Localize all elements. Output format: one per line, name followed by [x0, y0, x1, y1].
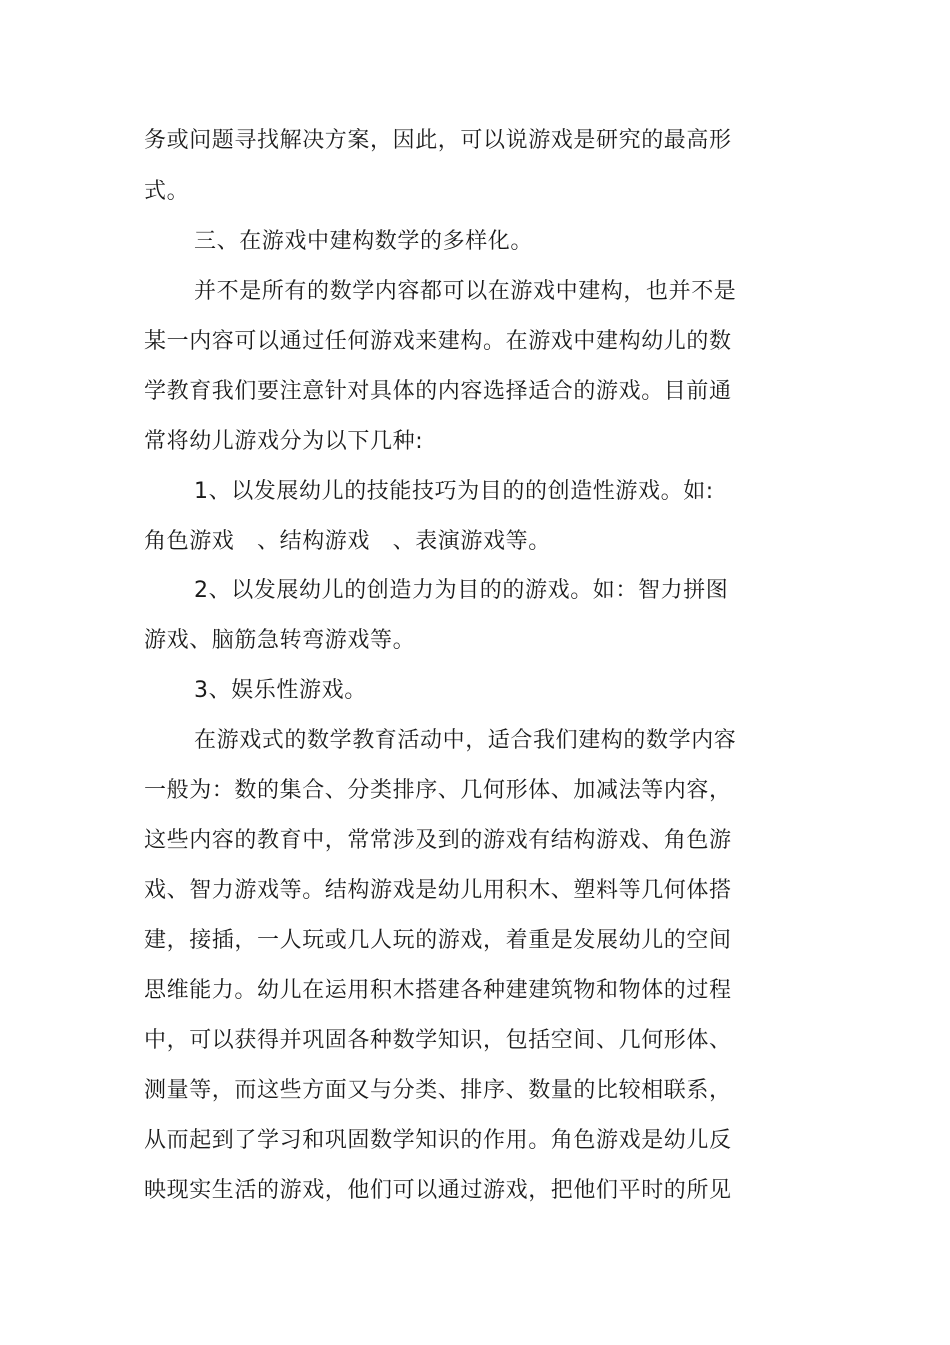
text-line: 映现实生活的游戏，他们可以通过游戏，把他们平时的所见: [144, 1178, 732, 1203]
text-line: 戏、智力游戏等。结构游戏是幼儿用积木、塑料等几何体搭: [144, 878, 732, 903]
text-line: 测量等，而这些方面又与分类、排序、数量的比较相联系，: [144, 1078, 732, 1103]
text-line: 学教育我们要注意针对具体的内容选择适合的游戏。目前通: [144, 379, 732, 404]
text-line: 这些内容的教育中，常常涉及到的游戏有结构游戏、角色游: [144, 828, 732, 853]
text-line: 从而起到了学习和巩固数学知识的作用。角色游戏是幼儿反: [144, 1128, 732, 1153]
text-line: 中，可以获得并巩固各种数学知识，包括空间、几何形体、: [144, 1028, 732, 1053]
text-line: 某一内容可以通过任何游戏来建构。在游戏中建构幼儿的数: [144, 329, 732, 354]
list-item: 3、娱乐性游戏。: [194, 678, 367, 703]
text-line: 式。: [144, 179, 190, 204]
text-line: 常将幼儿游戏分为以下几种:: [144, 429, 424, 454]
text-line: 游戏、脑筋急转弯游戏等。: [144, 628, 416, 653]
text-line: 角色游戏 、结构游戏 、表演游戏等。: [144, 529, 551, 554]
list-item: 1、以发展幼儿的技能技巧为目的的创造性游戏。如:: [194, 479, 714, 504]
text-line: 务或问题寻找解决方案，因此，可以说游戏是研究的最高形: [144, 128, 732, 153]
text-line: 一般为：数的集合、分类排序、几何形体、加减法等内容，: [144, 778, 732, 803]
section-heading: 三、在游戏中建构数学的多样化。: [194, 229, 534, 254]
text-line: 并不是所有的数学内容都可以在游戏中建构，也并不是: [194, 279, 737, 304]
text-line: 建，接插，一人玩或几人玩的游戏，着重是发展幼儿的空间: [144, 928, 732, 953]
text-line: 在游戏式的数学教育活动中，适合我们建构的数学内容: [194, 728, 737, 753]
list-item: 2、以发展幼儿的创造力为目的的游戏。如：智力拼图: [194, 578, 729, 603]
text-line: 思维能力。幼儿在运用积木搭建各种建建筑物和物体的过程: [144, 978, 732, 1003]
